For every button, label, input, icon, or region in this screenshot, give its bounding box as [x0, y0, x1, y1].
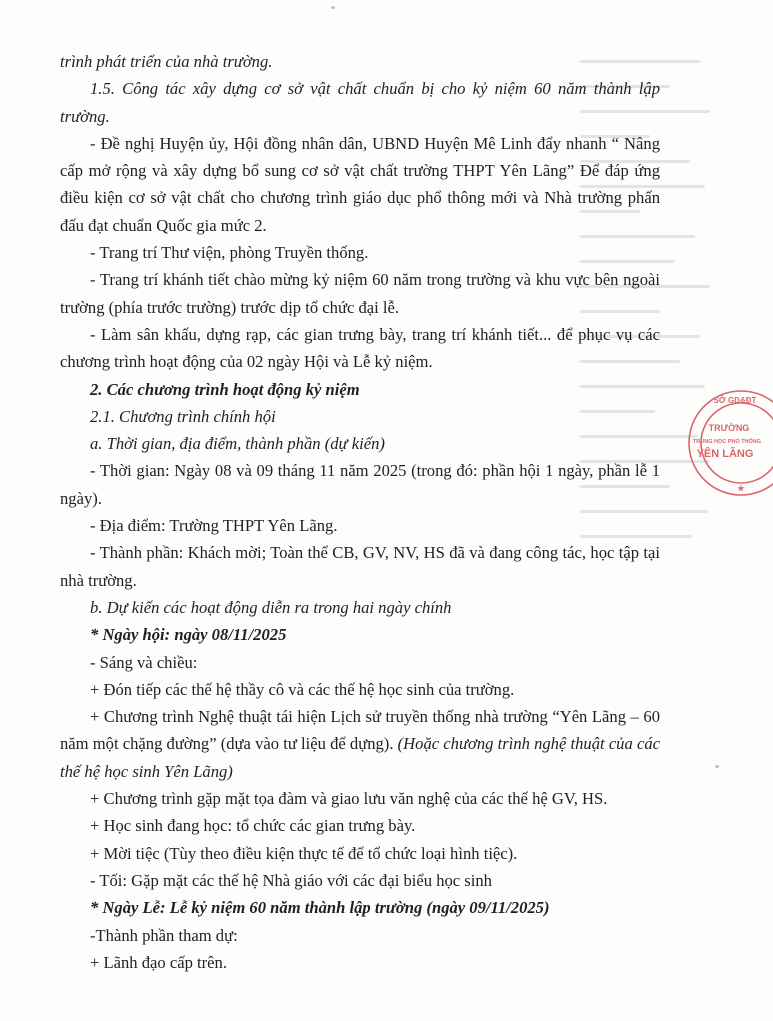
paragraph: - Thời gian: Ngày 08 và 09 tháng 11 năm 2025 (trong đó: phần hội 1 ngày, phần lễ 1 ngày). [60, 461, 660, 508]
paragraph-part: + Chương trình Nghệ thuật tái hiện Lịch sử truyền thống nhà trường “Yên Lãng – 60 năm một chặng đường” (dựa vào tư liệu để dựng). [60, 707, 660, 754]
stamp-line-2: TRUNG HỌC PHỔ THÔNG [692, 439, 762, 445]
paragraph: 2.1. Chương trình chính hội [90, 406, 276, 426]
paragraph: - Địa điểm: Trường THPT Yên Lãng. [90, 516, 338, 536]
paragraph-part: (Hoặc chương trình nghệ thuật của các thế hệ học sinh Yên Lãng) [60, 734, 660, 781]
scan-speck [331, 6, 335, 9]
paragraph: - Thành phần: Khách mời; Toàn thể CB, GV, NV, HS đã và đang công tác, học tập tại nhà trường. [60, 543, 660, 590]
paragraph: - Làm sân khấu, dựng rạp, các gian trưng bày, trang trí khánh tiết... để phục vụ các chương trình hoạt động của 02 ngày Hội và Lễ kỷ niệm. [60, 324, 660, 372]
stamp-bottom-text: ★ [737, 484, 745, 493]
document-body [60, 48, 660, 976]
paragraph: - Tối: Gặp mặt các thế hệ Nhà giáo với các đại biểu học sinh [90, 870, 492, 890]
scan-speck [715, 765, 719, 768]
paragraph: trình phát triển của nhà trường. [60, 52, 273, 71]
paragraph: + Đón tiếp các thế hệ thầy cô và các thế hệ học sinh của trường. [90, 679, 515, 699]
stamp-top-text: SỞ GD&ĐT [713, 396, 757, 405]
paragraph: b. Dự kiến các hoạt động diễn ra trong hai ngày chính [90, 597, 452, 617]
stamp-line-3: YÊN LÃNG [696, 448, 754, 460]
paragraph: - Trang trí Thư viện, phòng Truyền thống. [90, 243, 369, 263]
paragraph: - Trang trí khánh tiết chào mừng kỷ niệm 60 năm trong trường và khu vực bên ngoài trường (phía trước trường) trước dịp tổ chức đại lễ. [60, 270, 660, 317]
paragraph: 2. Các chương trình hoạt động kỷ niệm [90, 379, 360, 399]
paragraph: 1.5. Công tác xây dựng cơ sở vật chất chuẩn bị cho kỷ niệm 60 năm thành lập trường. [60, 79, 660, 126]
paragraph: - Đề nghị Huyện ủy, Hội đồng nhân dân, UBND Huyện Mê Linh đẩy nhanh “ Nâng cấp mở rộng và xây dựng bổ sung cơ sở vật chất trường THPT Yên Lãng” Để đáp ứng điều kiện cơ sở vật chất cho chương trình giáo dục phổ thông mới và Nhà trường phấn đấu đạt chuẩn Quốc gia mức 2. [60, 133, 660, 235]
paragraph: -Thành phần tham dự: [90, 925, 238, 945]
paragraph: + Học sinh đang học: tổ chức các gian trưng bày. [90, 816, 416, 836]
school-seal-stamp [683, 385, 773, 505]
paragraph [60, 703, 660, 785]
paragraph: * Ngày hội: ngày 08/11/2025 [90, 625, 287, 645]
paragraph: + Chương trình gặp mặt tọa đàm và giao lưu văn nghệ của các thế hệ GV, HS. [90, 789, 608, 809]
paragraph: - Sáng và chiều: [90, 652, 198, 672]
paragraph: + Lãnh đạo cấp trên. [90, 952, 227, 972]
stamp-line-1: TRƯỜNG [708, 423, 750, 433]
paragraph: a. Thời gian, địa điểm, thành phần (dự kiến) [90, 434, 385, 454]
paragraph: + Mời tiệc (Tùy theo điều kiện thực tế để tổ chức loại hình tiệc). [90, 843, 518, 863]
paragraph: * Ngày Lễ: Lễ kỷ niệm 60 năm thành lập trường (ngày 09/11/2025) [90, 898, 550, 918]
